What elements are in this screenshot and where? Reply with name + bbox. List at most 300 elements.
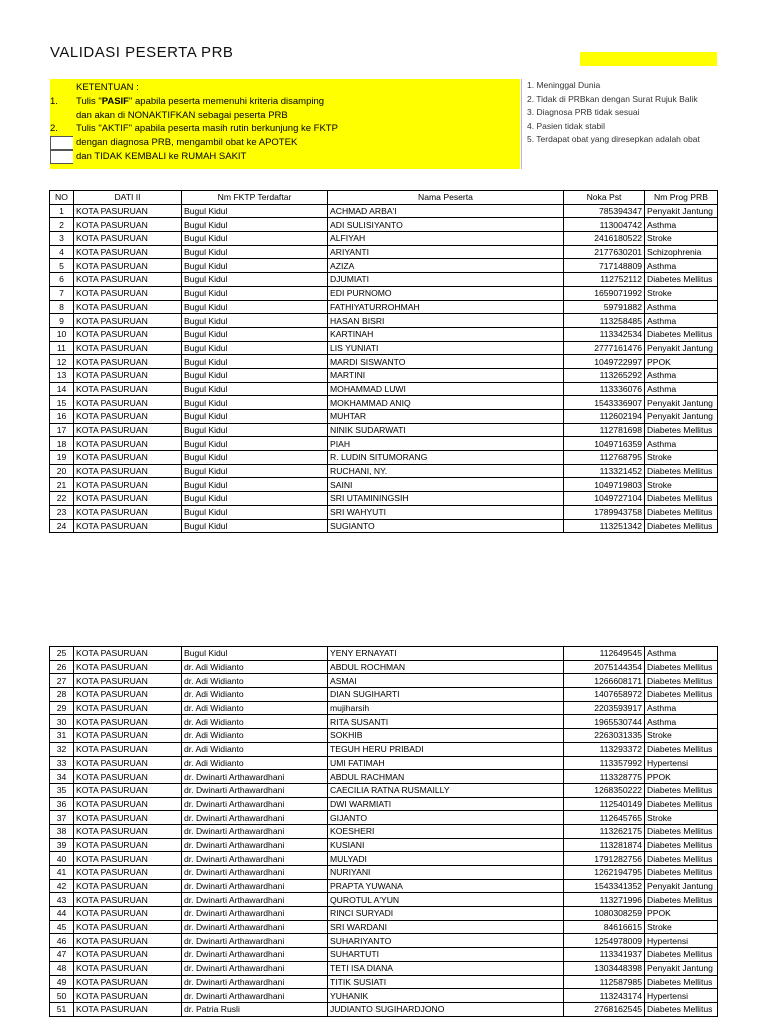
noka-cell: 112602194 [564,410,645,424]
participant-name: SUHARIYANTO [328,934,564,948]
row-number: 23 [50,505,74,519]
row-number: 24 [50,519,74,533]
table-row [50,701,718,715]
table-row [50,355,718,369]
row-number: 1 [50,204,74,218]
dati-cell: KOTA PASURUAN [74,756,182,770]
noka-cell: 113321452 [564,464,645,478]
row-number: 8 [50,300,74,314]
row-number: 51 [50,1002,74,1016]
dati-cell: KOTA PASURUAN [74,437,182,451]
program-cell: Hypertensi [645,756,718,770]
program-cell: Stroke [645,478,718,492]
fktp-cell: Bugul Kidul [182,273,328,287]
noka-cell: 113342534 [564,327,645,341]
row-number: 29 [50,701,74,715]
row-number: 44 [50,907,74,921]
dati-cell: KOTA PASURUAN [74,410,182,424]
dati-cell: KOTA PASURUAN [74,879,182,893]
row-number: 18 [50,437,74,451]
row-number: 4 [50,245,74,259]
table-header-row [50,191,718,205]
noka-cell: 1543341352 [564,879,645,893]
dati-cell: KOTA PASURUAN [74,811,182,825]
dati-cell: KOTA PASURUAN [74,327,182,341]
empty-cell [50,150,73,164]
table-row [50,273,718,287]
table-row [50,879,718,893]
row-number: 43 [50,893,74,907]
dati-cell: KOTA PASURUAN [74,492,182,506]
row-number: 28 [50,688,74,702]
row-number: 38 [50,824,74,838]
col-header-noka: Noka Pst [564,191,645,205]
dati-cell: KOTA PASURUAN [74,314,182,328]
noka-cell: 717148809 [564,259,645,273]
fktp-cell: Bugul Kidul [182,300,328,314]
table-row [50,437,718,451]
table-row [50,492,718,506]
col-header-no: NO [50,191,74,205]
fktp-cell: Bugul Kidul [182,382,328,396]
table-row [50,866,718,880]
row-number: 15 [50,396,74,410]
rule-2-text: Tulis "AKTIF" apabila peserta masih rutin berkunjung ke FKTP [76,123,338,134]
participant-name: NINIK SUDARWATI [328,423,564,437]
fktp-cell: Bugul Kidul [182,410,328,424]
participant-name: MUHTAR [328,410,564,424]
fktp-cell: dr. Dwinarti Arthawardhani [182,797,328,811]
col-header-nama: Nama Peserta [328,191,564,205]
program-cell: Diabetes Mellitus [645,838,718,852]
table-row [50,464,718,478]
table-row [50,478,718,492]
rules-heading: KETENTUAN : [76,82,139,93]
fktp-cell: dr. Dwinarti Arthawardhani [182,948,328,962]
fktp-cell: Bugul Kidul [182,451,328,465]
participant-name: RUCHANI, NY. [328,464,564,478]
program-cell: Diabetes Mellitus [645,742,718,756]
rule-number-1: 1. [50,96,58,107]
fktp-cell: dr. Dwinarti Arthawardhani [182,920,328,934]
fktp-cell: Bugul Kidul [182,423,328,437]
dati-cell: KOTA PASURUAN [74,989,182,1003]
program-cell: PPOK [645,770,718,784]
fktp-cell: Bugul Kidul [182,505,328,519]
table-row [50,838,718,852]
noka-cell: 84616615 [564,920,645,934]
noka-cell: 1049722997 [564,355,645,369]
program-cell: Asthma [645,715,718,729]
table-row [50,300,718,314]
noka-cell: 113341937 [564,948,645,962]
noka-cell: 2203593917 [564,701,645,715]
row-number: 46 [50,934,74,948]
fktp-cell: Bugul Kidul [182,492,328,506]
rule-1-continued: dan akan di NONAKTIFKAN sebagai peserta PRB [76,110,288,121]
table-row [50,674,718,688]
participant-name: YENY ERNAYATI [328,647,564,661]
table-row [50,715,718,729]
program-cell: Diabetes Mellitus [645,327,718,341]
row-number: 2 [50,218,74,232]
program-cell: Asthma [645,368,718,382]
participant-name: SRI WARDANI [328,920,564,934]
table-row [50,797,718,811]
table-row [50,286,718,300]
table-row [50,232,718,246]
row-number: 19 [50,451,74,465]
dati-cell: KOTA PASURUAN [74,660,182,674]
dati-cell: KOTA PASURUAN [74,300,182,314]
noka-cell: 1791282756 [564,852,645,866]
dati-cell: KOTA PASURUAN [74,341,182,355]
program-cell: Diabetes Mellitus [645,505,718,519]
row-number: 16 [50,410,74,424]
rule-1-text: Tulis "PASIF" apabila peserta memenuhi kriteria disamping [76,96,325,107]
dati-cell: KOTA PASURUAN [74,245,182,259]
row-number: 14 [50,382,74,396]
fktp-cell: Bugul Kidul [182,355,328,369]
table-row [50,314,718,328]
table-row [50,934,718,948]
noka-cell: 113271996 [564,893,645,907]
noka-cell: 1049727104 [564,492,645,506]
criteria-item: 5. Terdapat obat yang diresepkan adalah obat [527,134,700,144]
noka-cell: 112645765 [564,811,645,825]
fktp-cell: dr. Dwinarti Arthawardhani [182,824,328,838]
dati-cell: KOTA PASURUAN [74,519,182,533]
fktp-cell: dr. Dwinarti Arthawardhani [182,907,328,921]
noka-cell: 112540149 [564,797,645,811]
highlight-cell [580,52,717,66]
participant-name: mujiharsih [328,701,564,715]
dati-cell: KOTA PASURUAN [74,920,182,934]
program-cell: Diabetes Mellitus [645,519,718,533]
program-cell: Asthma [645,647,718,661]
dati-cell: KOTA PASURUAN [74,975,182,989]
row-number: 9 [50,314,74,328]
noka-cell: 112587985 [564,975,645,989]
col-header-fktp: Nm FKTP Terdaftar [182,191,328,205]
fktp-cell: dr. Patria Rusli [182,1002,328,1016]
table-row [50,1002,718,1016]
table-row [50,259,718,273]
row-number: 35 [50,783,74,797]
fktp-cell: dr. Adi Widianto [182,715,328,729]
row-number: 34 [50,770,74,784]
participant-name: CAECILIA RATNA RUSMAILLY [328,783,564,797]
fktp-cell: dr. Adi Widianto [182,688,328,702]
table-row [50,893,718,907]
noka-cell: 2263031335 [564,729,645,743]
table-row [50,852,718,866]
dati-cell: KOTA PASURUAN [74,742,182,756]
table-row [50,756,718,770]
table-row [50,382,718,396]
noka-cell: 113281874 [564,838,645,852]
fktp-cell: Bugul Kidul [182,327,328,341]
participant-name: ACHMAD ARBA'I [328,204,564,218]
program-cell: Schizophrenia [645,245,718,259]
program-cell: Asthma [645,701,718,715]
dati-cell: KOTA PASURUAN [74,218,182,232]
dati-cell: KOTA PASURUAN [74,396,182,410]
dati-cell: KOTA PASURUAN [74,838,182,852]
noka-cell: 2416180522 [564,232,645,246]
program-cell: Diabetes Mellitus [645,893,718,907]
participant-name: PRAPTA YUWANA [328,879,564,893]
row-number: 13 [50,368,74,382]
participant-name: KARTINAH [328,327,564,341]
participant-name: TETI ISA DIANA [328,961,564,975]
rule-2-end: dan TIDAK KEMBALI ke RUMAH SAKIT [76,151,247,162]
row-number: 33 [50,756,74,770]
program-cell: Diabetes Mellitus [645,492,718,506]
noka-cell: 112768795 [564,451,645,465]
dati-cell: KOTA PASURUAN [74,273,182,287]
participant-name: KUSIANI [328,838,564,852]
program-cell: Diabetes Mellitus [645,1002,718,1016]
program-cell: Penyakit Jantung [645,341,718,355]
noka-cell: 1049719803 [564,478,645,492]
criteria-item: 4. Pasien tidak stabil [527,120,605,131]
noka-cell: 2075144354 [564,660,645,674]
program-cell: Stroke [645,451,718,465]
participant-name: GIJANTO [328,811,564,825]
participant-name: ABDUL RACHMAN [328,770,564,784]
dati-cell: KOTA PASURUAN [74,451,182,465]
dati-cell: KOTA PASURUAN [74,286,182,300]
fktp-cell: dr. Dwinarti Arthawardhani [182,961,328,975]
participant-name: SOKHIB [328,729,564,743]
participant-name: MULYADI [328,852,564,866]
participant-name: MARTINI [328,368,564,382]
program-cell: Penyakit Jantung [645,410,718,424]
table-row [50,396,718,410]
dati-cell: KOTA PASURUAN [74,382,182,396]
noka-cell: 1262194795 [564,866,645,880]
fktp-cell: dr. Dwinarti Arthawardhani [182,893,328,907]
participant-name: UMI FATIMAH [328,756,564,770]
table-row [50,327,718,341]
participant-table-page-2 [49,646,718,1017]
program-cell: Stroke [645,729,718,743]
fktp-cell: dr. Adi Widianto [182,660,328,674]
participant-name: KOESHERI [328,824,564,838]
table-row [50,368,718,382]
program-cell: Diabetes Mellitus [645,273,718,287]
table-row [50,989,718,1003]
program-cell: Stroke [645,811,718,825]
participant-table-page-1 [49,190,718,533]
participant-name: SRI UTAMININGSIH [328,492,564,506]
participant-name: DJUMIATI [328,273,564,287]
participant-name: SAINI [328,478,564,492]
col-header-dati: DATI II [74,191,182,205]
dati-cell: KOTA PASURUAN [74,797,182,811]
participant-name: SRI WAHYUTI [328,505,564,519]
table-row [50,961,718,975]
dati-cell: KOTA PASURUAN [74,647,182,661]
participant-name: PIAH [328,437,564,451]
program-cell: Penyakit Jantung [645,204,718,218]
page-title: VALIDASI PESERTA PRB [50,44,234,61]
table-row [50,423,718,437]
program-cell: PPOK [645,907,718,921]
row-number: 22 [50,492,74,506]
noka-cell: 113293372 [564,742,645,756]
dati-cell: KOTA PASURUAN [74,464,182,478]
program-cell: Asthma [645,218,718,232]
noka-cell: 113328775 [564,770,645,784]
participant-name: ALFIYAH [328,232,564,246]
row-number: 6 [50,273,74,287]
participant-name: HASAN BISRI [328,314,564,328]
row-number: 20 [50,464,74,478]
table-row [50,811,718,825]
table-row [50,660,718,674]
row-number: 50 [50,989,74,1003]
fktp-cell: dr. Adi Widianto [182,729,328,743]
fktp-cell: Bugul Kidul [182,647,328,661]
row-number: 31 [50,729,74,743]
noka-cell: 2177630201 [564,245,645,259]
program-cell: Asthma [645,300,718,314]
fktp-cell: dr. Dwinarti Arthawardhani [182,852,328,866]
participant-name: R. LUDIN SITUMORANG [328,451,564,465]
noka-cell: 2777161476 [564,341,645,355]
row-number: 40 [50,852,74,866]
participant-name: EDI PURNOMO [328,286,564,300]
program-cell: Hypertensi [645,989,718,1003]
dati-cell: KOTA PASURUAN [74,907,182,921]
participant-name: SUGIANTO [328,519,564,533]
dati-cell: KOTA PASURUAN [74,423,182,437]
row-number: 39 [50,838,74,852]
dati-cell: KOTA PASURUAN [74,688,182,702]
fktp-cell: dr. Dwinarti Arthawardhani [182,838,328,852]
noka-cell: 112649545 [564,647,645,661]
program-cell: Diabetes Mellitus [645,797,718,811]
participant-name: JUDIANTO SUGIHARDJONO [328,1002,564,1016]
row-number: 5 [50,259,74,273]
dati-cell: KOTA PASURUAN [74,478,182,492]
row-number: 27 [50,674,74,688]
participant-name: MOHAMMAD LUWI [328,382,564,396]
table-row [50,688,718,702]
participant-name: AZIZA [328,259,564,273]
table-row [50,505,718,519]
row-number: 3 [50,232,74,246]
participant-name: SUHARTUTI [328,948,564,962]
noka-cell: 1543336907 [564,396,645,410]
dati-cell: KOTA PASURUAN [74,866,182,880]
fktp-cell: dr. Dwinarti Arthawardhani [182,770,328,784]
fktp-cell: Bugul Kidul [182,437,328,451]
program-cell: Asthma [645,314,718,328]
fktp-cell: Bugul Kidul [182,314,328,328]
noka-cell: 1789943758 [564,505,645,519]
fktp-cell: Bugul Kidul [182,286,328,300]
program-cell: Diabetes Mellitus [645,824,718,838]
program-cell: Penyakit Jantung [645,879,718,893]
participant-name: ABDUL ROCHMAN [328,660,564,674]
table-row [50,783,718,797]
table-row [50,410,718,424]
row-number: 21 [50,478,74,492]
program-cell: Asthma [645,259,718,273]
program-cell: Diabetes Mellitus [645,423,718,437]
participant-name: DIAN SUGIHARTI [328,688,564,702]
row-number: 32 [50,742,74,756]
noka-cell: 113251342 [564,519,645,533]
program-cell: Asthma [645,437,718,451]
program-cell: Diabetes Mellitus [645,783,718,797]
criteria-item: 2. Tidak di PRBkan dengan Surat Rujuk Balik [527,93,698,104]
dati-cell: KOTA PASURUAN [74,1002,182,1016]
dati-cell: KOTA PASURUAN [74,893,182,907]
noka-cell: 113357992 [564,756,645,770]
noka-cell: 2768162545 [564,1002,645,1016]
program-cell: Diabetes Mellitus [645,660,718,674]
criteria-item: 3. Diagnosa PRB tidak sesuai [527,107,640,117]
rules-note [50,79,520,169]
dati-cell: KOTA PASURUAN [74,674,182,688]
participant-name: YUHANIK [328,989,564,1003]
participant-name: RINCI SURYADI [328,907,564,921]
program-cell: Diabetes Mellitus [645,866,718,880]
dati-cell: KOTA PASURUAN [74,715,182,729]
participant-name: ADI SULISIYANTO [328,218,564,232]
participant-name: RITA SUSANTI [328,715,564,729]
program-cell: Stroke [645,920,718,934]
criteria-list [521,79,718,169]
empty-cell [50,136,73,150]
table-row [50,770,718,784]
row-number: 17 [50,423,74,437]
dati-cell: KOTA PASURUAN [74,770,182,784]
row-number: 7 [50,286,74,300]
fktp-cell: Bugul Kidul [182,464,328,478]
table-row [50,204,718,218]
noka-cell: 1268350222 [564,783,645,797]
dati-cell: KOTA PASURUAN [74,824,182,838]
dati-cell: KOTA PASURUAN [74,934,182,948]
noka-cell: 113243174 [564,989,645,1003]
dati-cell: KOTA PASURUAN [74,505,182,519]
table-row [50,742,718,756]
dati-cell: KOTA PASURUAN [74,701,182,715]
participant-name: TEGUH HERU PRIBADI [328,742,564,756]
program-cell: Diabetes Mellitus [645,948,718,962]
program-cell: Hypertensi [645,934,718,948]
noka-cell: 113262175 [564,824,645,838]
table-row [50,729,718,743]
col-header-prog: Nm Prog PRB [645,191,718,205]
row-number: 47 [50,948,74,962]
table-row [50,948,718,962]
fktp-cell: Bugul Kidul [182,368,328,382]
participant-name: QUROTUL A'YUN [328,893,564,907]
table-row [50,218,718,232]
fktp-cell: dr. Dwinarti Arthawardhani [182,811,328,825]
dati-cell: KOTA PASURUAN [74,368,182,382]
noka-cell: 59791882 [564,300,645,314]
fktp-cell: dr. Adi Widianto [182,756,328,770]
fktp-cell: Bugul Kidul [182,341,328,355]
fktp-cell: Bugul Kidul [182,478,328,492]
